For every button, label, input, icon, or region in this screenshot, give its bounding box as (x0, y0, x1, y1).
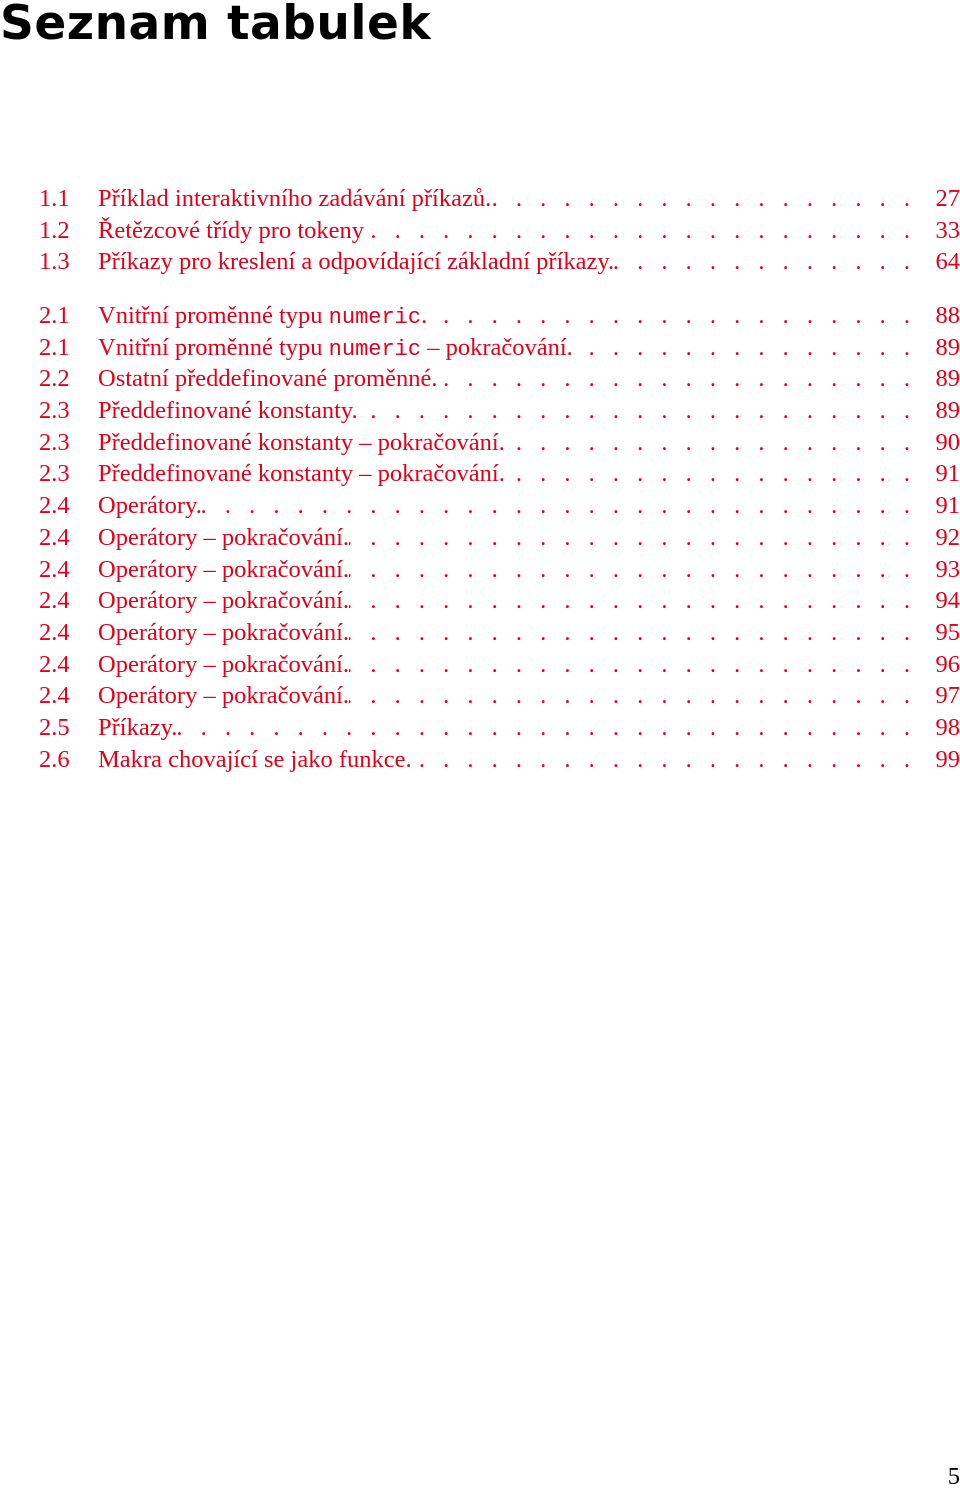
toc-entry-title-suffix: – pokračování. (421, 333, 573, 361)
toc-entry-title[interactable] (98, 458, 505, 490)
toc-entry-number[interactable]: 2.3 (39, 428, 70, 456)
toc-entry-title-suffix: . (421, 302, 428, 329)
toc-dot-leader (349, 554, 926, 586)
toc-entry-number[interactable]: 2.3 (39, 460, 70, 488)
toc-entry-title-text: Příkazy pro kreslení a odpovídající základní příkazy. (98, 248, 615, 276)
toc-entry-title-text: Předdefinované konstanty – pokračování. (98, 460, 505, 488)
toc-entry-page[interactable]: 89 (935, 397, 960, 425)
toc-entry-title-text: Předdefinované konstanty – pokračování. (98, 428, 505, 456)
toc-entry[interactable] (0, 680, 960, 712)
toc-entry-title-text: Příklad interaktivního zadávání příkazů. (98, 185, 492, 212)
toc-entry[interactable] (0, 183, 960, 215)
toc-entry-title[interactable] (98, 522, 349, 554)
toc-entry-title[interactable] (98, 490, 202, 522)
toc-entry-page[interactable]: 27 (935, 185, 960, 212)
toc-entry-number[interactable]: 2.4 (39, 587, 70, 615)
toc-dot-leader (177, 712, 926, 744)
toc-dot-leader (202, 490, 926, 522)
toc-entry-title[interactable] (98, 617, 349, 649)
toc-entry-number[interactable]: 2.6 (39, 745, 70, 773)
toc-entry-number[interactable]: 2.2 (39, 365, 70, 393)
toc-entry-title[interactable] (98, 246, 614, 278)
toc-entry-title-text: Makra chovající se jako funkce. (98, 745, 412, 773)
toc-entry[interactable] (0, 744, 960, 776)
toc-entry-title-text: Operátory – pokračování. (98, 618, 350, 646)
toc-entry-title-text: Předdefinované konstanty. (98, 397, 358, 425)
toc-entry-title[interactable] (98, 649, 349, 681)
toc-entry[interactable] (0, 649, 960, 681)
toc-entry[interactable] (0, 712, 960, 744)
toc-entry-title-text: Operátory – pokračování. (98, 555, 350, 583)
toc-dot-leader (427, 300, 926, 332)
toc-entry-title[interactable] (98, 554, 349, 586)
toc-entry-title[interactable] (98, 332, 573, 366)
toc-entry-page[interactable]: 92 (935, 523, 960, 551)
toc-entry-title[interactable] (98, 215, 364, 247)
toc-entry[interactable] (0, 490, 960, 522)
toc-entry-title[interactable] (98, 744, 412, 776)
toc-entry-title-text: Operátory. (98, 492, 202, 520)
toc-entry-title-text: Ostatní předdefinované proměnné. (98, 365, 438, 393)
toc-dot-leader (491, 183, 926, 215)
toc-entry-page[interactable]: 91 (935, 460, 960, 488)
toc-entry-title[interactable] (98, 680, 349, 712)
toc-entry-page[interactable]: 89 (935, 333, 960, 361)
toc-entry[interactable] (0, 458, 960, 490)
toc-entry-title[interactable] (98, 363, 437, 395)
toc-entry-number[interactable]: 1.2 (39, 216, 70, 244)
toc-dot-leader (364, 215, 926, 247)
toc-entry-number[interactable]: 2.4 (39, 523, 70, 551)
toc-dot-leader (349, 522, 926, 554)
toc-entry-page[interactable]: 91 (935, 492, 960, 520)
toc-entry-page[interactable]: 98 (935, 713, 960, 741)
toc-dot-leader (349, 585, 926, 617)
toc-entry-title[interactable] (98, 300, 427, 334)
toc-entry-title-text: Vnitřní proměnné typu (98, 333, 329, 361)
toc-entry-title-text: Operátory – pokračování. (98, 682, 350, 710)
toc-entry-title-text: Operátory – pokračování. (98, 523, 350, 551)
toc-dot-leader (349, 649, 926, 681)
toc-entry-page[interactable]: 89 (935, 365, 960, 393)
toc-entry-title[interactable] (98, 183, 491, 215)
toc-entry-title[interactable] (98, 427, 505, 459)
toc-entry[interactable] (0, 617, 960, 649)
toc-dot-leader (505, 427, 926, 459)
toc-entry-number[interactable]: 2.3 (39, 397, 70, 425)
toc-dot-leader (349, 617, 926, 649)
toc-entry[interactable] (0, 395, 960, 427)
toc-entry-code: numeric (328, 305, 422, 330)
toc-entry-page[interactable]: 94 (935, 587, 960, 615)
toc-entry-title[interactable] (98, 395, 358, 427)
toc-entry-page[interactable]: 97 (935, 682, 960, 710)
toc-entry-number[interactable]: 1.3 (39, 248, 70, 276)
toc-entry[interactable] (0, 300, 960, 332)
toc-entry-page[interactable]: 96 (935, 650, 960, 678)
toc-entry[interactable] (0, 585, 960, 617)
toc-entry-number[interactable]: 2.4 (39, 492, 70, 520)
toc-entry-title-text: Operátory – pokračování. (98, 650, 350, 678)
toc-entry[interactable] (0, 554, 960, 586)
toc-entry-title-text: Řetězcové třídy pro tokeny (98, 216, 365, 244)
toc-entry-number[interactable]: 2.4 (39, 618, 70, 646)
toc-entry-page[interactable]: 33 (935, 216, 960, 244)
toc-entry-number[interactable]: 1.1 (39, 185, 70, 212)
toc-entry-page[interactable]: 93 (935, 555, 960, 583)
toc-group-chapter-1 (0, 183, 960, 278)
toc-entry-page[interactable]: 99 (935, 745, 960, 773)
toc-entry[interactable] (0, 427, 960, 459)
toc-group-chapter-2 (0, 300, 960, 775)
toc-entry-page[interactable]: 95 (935, 618, 960, 646)
toc-entry[interactable] (0, 332, 960, 364)
toc-dot-leader (505, 458, 926, 490)
toc-dot-leader (573, 332, 926, 364)
toc-dot-leader (437, 363, 926, 395)
toc-entry-page[interactable]: 88 (935, 302, 960, 329)
toc-entry[interactable] (0, 363, 960, 395)
page-title: Seznam tabulek (0, 0, 432, 51)
toc-entry-number[interactable]: 2.1 (39, 333, 70, 361)
toc-entry-number[interactable]: 2.4 (39, 650, 70, 678)
toc-entry-page[interactable]: 64 (935, 248, 960, 276)
toc-entry-title-text: Příkazy. (98, 713, 178, 741)
toc-entry-number[interactable]: 2.4 (39, 682, 70, 710)
toc-entry-number[interactable]: 2.1 (39, 302, 70, 329)
toc-entry-title[interactable] (98, 712, 177, 744)
page-number: 5 (947, 1463, 960, 1490)
toc-entry-title-text: Operátory – pokračování. (98, 587, 350, 615)
toc-entry-code: numeric (328, 336, 422, 362)
toc-entry[interactable] (0, 246, 960, 278)
toc-entry-number[interactable]: 2.5 (39, 713, 70, 741)
toc-entry[interactable] (0, 215, 960, 247)
toc-dot-leader (412, 744, 926, 776)
toc-entry-title-text: Vnitřní proměnné typu (98, 302, 329, 329)
toc-entry-title[interactable] (98, 585, 349, 617)
toc-dot-leader (349, 680, 926, 712)
toc-dot-leader (358, 395, 926, 427)
toc-entry[interactable] (0, 522, 960, 554)
toc-entry-number[interactable]: 2.4 (39, 555, 70, 583)
toc-entry-page[interactable]: 90 (935, 428, 960, 456)
toc-dot-leader (614, 246, 926, 278)
